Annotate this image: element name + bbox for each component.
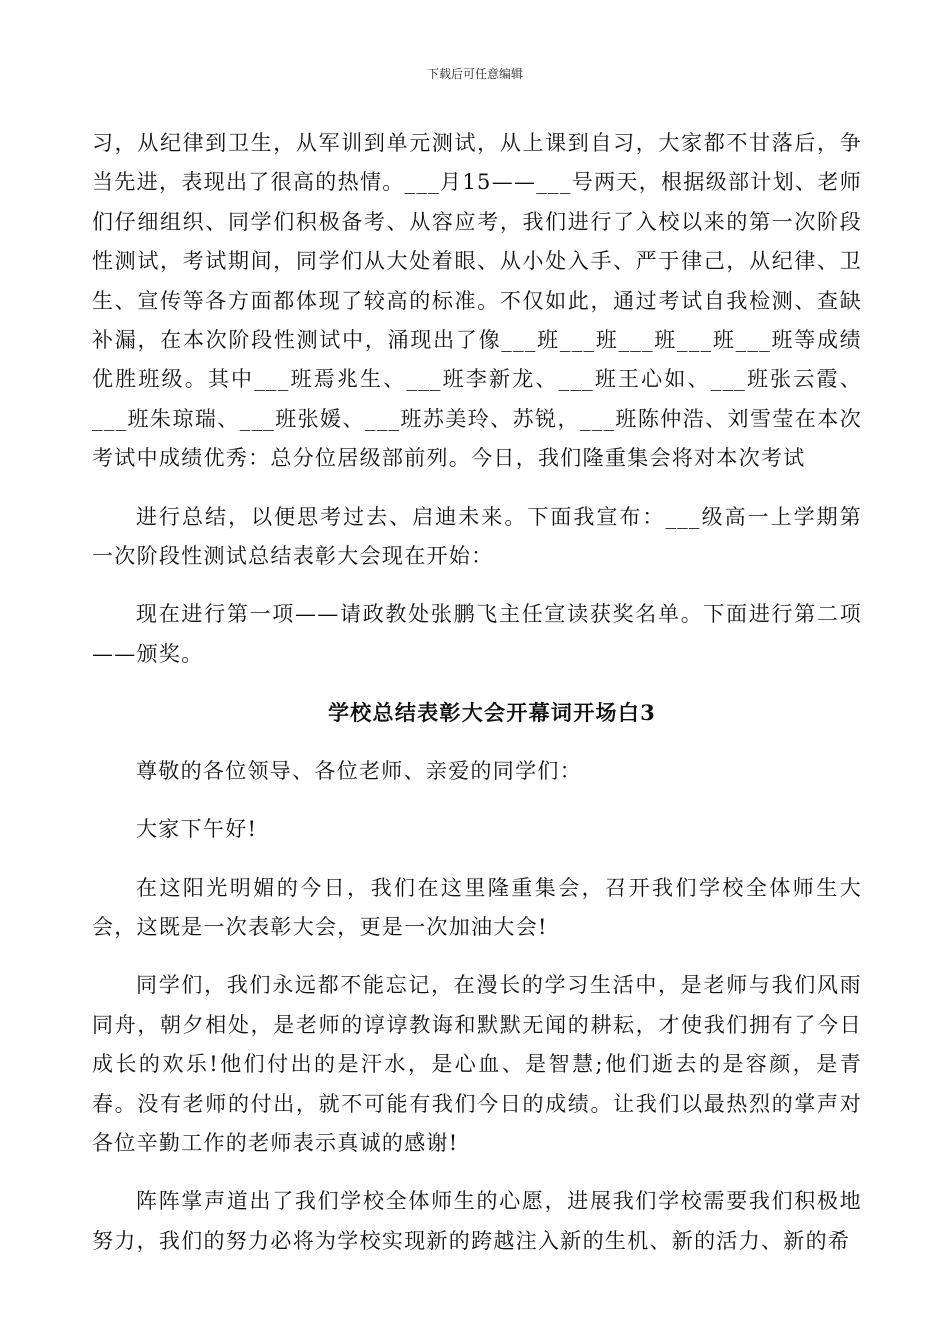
- paragraph-agenda: 现在进行第一项——请政教处张鹏飞主任宣读获奖名单。下面进行第二项——颁奖。: [92, 602, 862, 666]
- paragraph-applause: 阵阵掌声道出了我们学校全体师生的心愿，进展我们学校需要我们积极地努力，我们的努力必将为学校实现新的跨越注入新的生机、新的活力、新的希: [92, 1189, 862, 1253]
- paragraph-continued: 习，从纪律到卫生，从军训到单元测试，从上课到自习，大家都不甘落后，争当先进，表现出了很高的热情。___月15——___号两天，根据级部计划、老师们仔细组织、同学们积极备考、从容应考，我们进行了入校以来的第一次阶段性测试，考试期间，同学们从大处着眼、从小处入手、严于律己，从纪律、卫生、宣传等各方面都体现了较高的标准。不仅如此，通过考试自我检测、查缺补漏，在本次阶段性测试中，涌现出了像___班___班___班___班___班等成绩优胜班级。其中___班焉兆生、___班李新龙、___班王心如、___班张云霞、___班朱琼瑞、___班张媛、___班苏美玲、苏锐，___班陈仲浩、刘雪莹在本次考试中成绩优秀：总分位居级部前列。今日，我们隆重集会将对本次考试: [92, 131, 862, 471]
- paragraph-teacher-thanks: 同学们，我们永远都不能忘记，在漫长的学习生活中，是老师与我们风雨同舟，朝夕相处，是老师的谆谆教诲和默默无闻的耕耘，才使我们拥有了今日成长的欢乐!他们付出的是汗水，是心血、是智慧;他们逝去的是容颜，是青春。没有老师的付出，就不可能有我们今日的成绩。让我们以最热烈的掌声对各位辛勤工作的老师表示真诚的感谢!: [92, 973, 862, 1155]
- section-title: 学校总结表彰大会开幕词开场白3: [327, 700, 657, 726]
- page-header: 下载后可任意编辑: [426, 67, 523, 81]
- document-body: [92, 124, 862, 1261]
- paragraph-opening-announcement: 进行总结，以便思考过去、启迪未来。下面我宣布：___级高一上学期第一次阶段性测试总结表彰大会现在开始：: [92, 504, 862, 569]
- paragraph-salutation: 尊敬的各位领导、各位老师、亲爱的同学们：: [136, 758, 582, 783]
- paragraph-greeting: 大家下午好!: [136, 817, 258, 842]
- paragraph-intro: 在这阳光明媚的今日，我们在这里隆重集会，召开我们学校全体师生大会，这既是一次表彰大会，更是一次加油大会!: [92, 875, 862, 939]
